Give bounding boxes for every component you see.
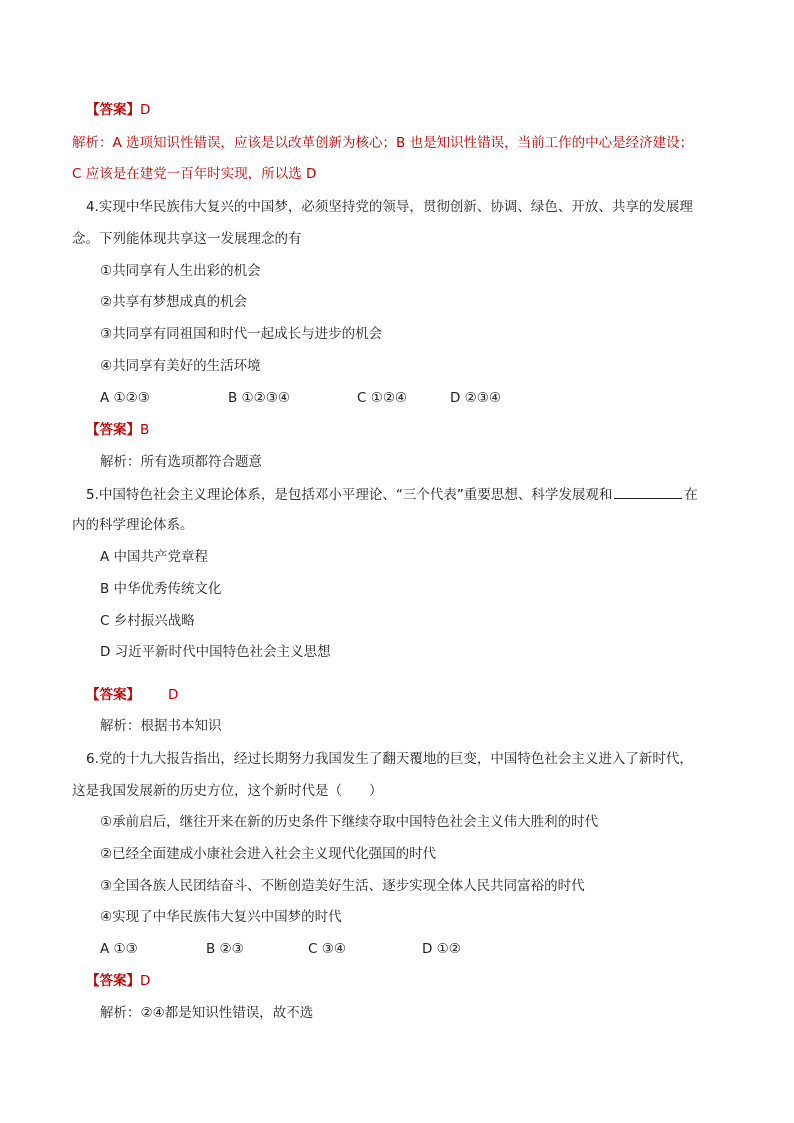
- q6-item-2: ②已经全面建成小康社会进入社会主义现代化强国的时代: [100, 846, 437, 862]
- answer-label: 【答案】: [86, 102, 140, 118]
- q5-choice-a: A 中国共产党章程: [100, 549, 209, 565]
- q4-stem-line2: 念。下列能体现共享这一发展理念的有: [72, 231, 302, 247]
- answer-value: D: [168, 687, 179, 703]
- q4-item-4: ④共同享有美好的生活环境: [100, 358, 261, 374]
- q6-stem-line2: 这是我国发展新的历史方位，这个新时代是（ ）: [72, 783, 383, 799]
- q6-item-3: ③全国各族人民团结奋斗、不断创造美好生活、逐步实现全体人民共同富裕的时代: [100, 878, 585, 894]
- q6-analysis: 解析：②④都是知识性错误，故不选: [100, 1005, 314, 1021]
- q6-choice-d: D ①②: [422, 941, 461, 957]
- answer-value: D: [140, 973, 151, 989]
- q4-analysis: 解析：所有选项都符合题意: [100, 454, 262, 470]
- q5-stem-line2: 内的科学理论体系。: [72, 517, 194, 533]
- q6-choice-b: B ②③: [206, 941, 244, 957]
- q5-stem-part1: 5.中国特色社会主义理论体系，是包括邓小平理论、“三个代表”重要思想、科学发展观和: [86, 487, 613, 503]
- q6-choice-c: C ③④: [308, 941, 346, 957]
- q5-choice-b: B 中华优秀传统文化: [100, 581, 222, 597]
- q4-item-2: ②共享有梦想成真的机会: [100, 294, 248, 310]
- q4-choice-d: D ②③④: [450, 390, 501, 406]
- q3-analysis-line2: C 应该是在建党一百年时实现，所以选 D: [72, 166, 317, 182]
- q3-answer: [86, 100, 150, 120]
- q4-choice-b: B ①②③④: [228, 390, 290, 406]
- q4-item-3: ③共同享有同祖国和时代一起成长与进步的机会: [100, 326, 383, 342]
- answer-label: 【答案】: [86, 687, 140, 703]
- q4-choice-c: C ①②④: [357, 390, 408, 406]
- q4-answer: [86, 420, 149, 440]
- fill-in-blank: [614, 484, 682, 499]
- q5-choice-c: C 乡村振兴战略: [100, 613, 195, 629]
- q5-answer: [86, 685, 178, 705]
- q5-stem-part2: 在: [684, 487, 698, 503]
- q4-choice-a: A ①②③: [100, 390, 150, 406]
- q6-answer: [86, 971, 150, 991]
- q4-stem-line1: 4.实现中华民族伟大复兴的中国梦，必须坚持党的领导，贯彻创新、协调、绿色、开放、共享的发展理: [86, 199, 693, 215]
- q3-analysis-line1: 解析：A 选项知识性错误，应该是以改革创新为核心；B 也是知识性错误，当前工作的中心是经济建设；: [72, 135, 694, 151]
- answer-label: 【答案】: [86, 422, 140, 438]
- q5-analysis: 解析：根据书本知识: [100, 718, 222, 734]
- q4-item-1: ①共同享有人生出彩的机会: [100, 263, 261, 279]
- q6-stem-line1: 6.党的十九大报告指出，经过长期努力我国发生了翻天覆地的巨变，中国特色社会主义进入了新时代，: [86, 751, 693, 767]
- answer-label: 【答案】: [86, 973, 140, 989]
- answer-value: B: [140, 422, 150, 438]
- q5-choice-d: D 习近平新时代中国特色社会主义思想: [100, 644, 331, 660]
- q6-choice-a: A ①③: [100, 941, 138, 957]
- q6-item-4: ④实现了中华民族伟大复兴中国梦的时代: [100, 909, 342, 925]
- answer-value: D: [140, 102, 151, 118]
- q5-stem-line1: [86, 484, 698, 505]
- q6-item-1: ①承前启后，继往开来在新的历史条件下继续夺取中国特色社会主义伟大胜利的时代: [100, 814, 599, 830]
